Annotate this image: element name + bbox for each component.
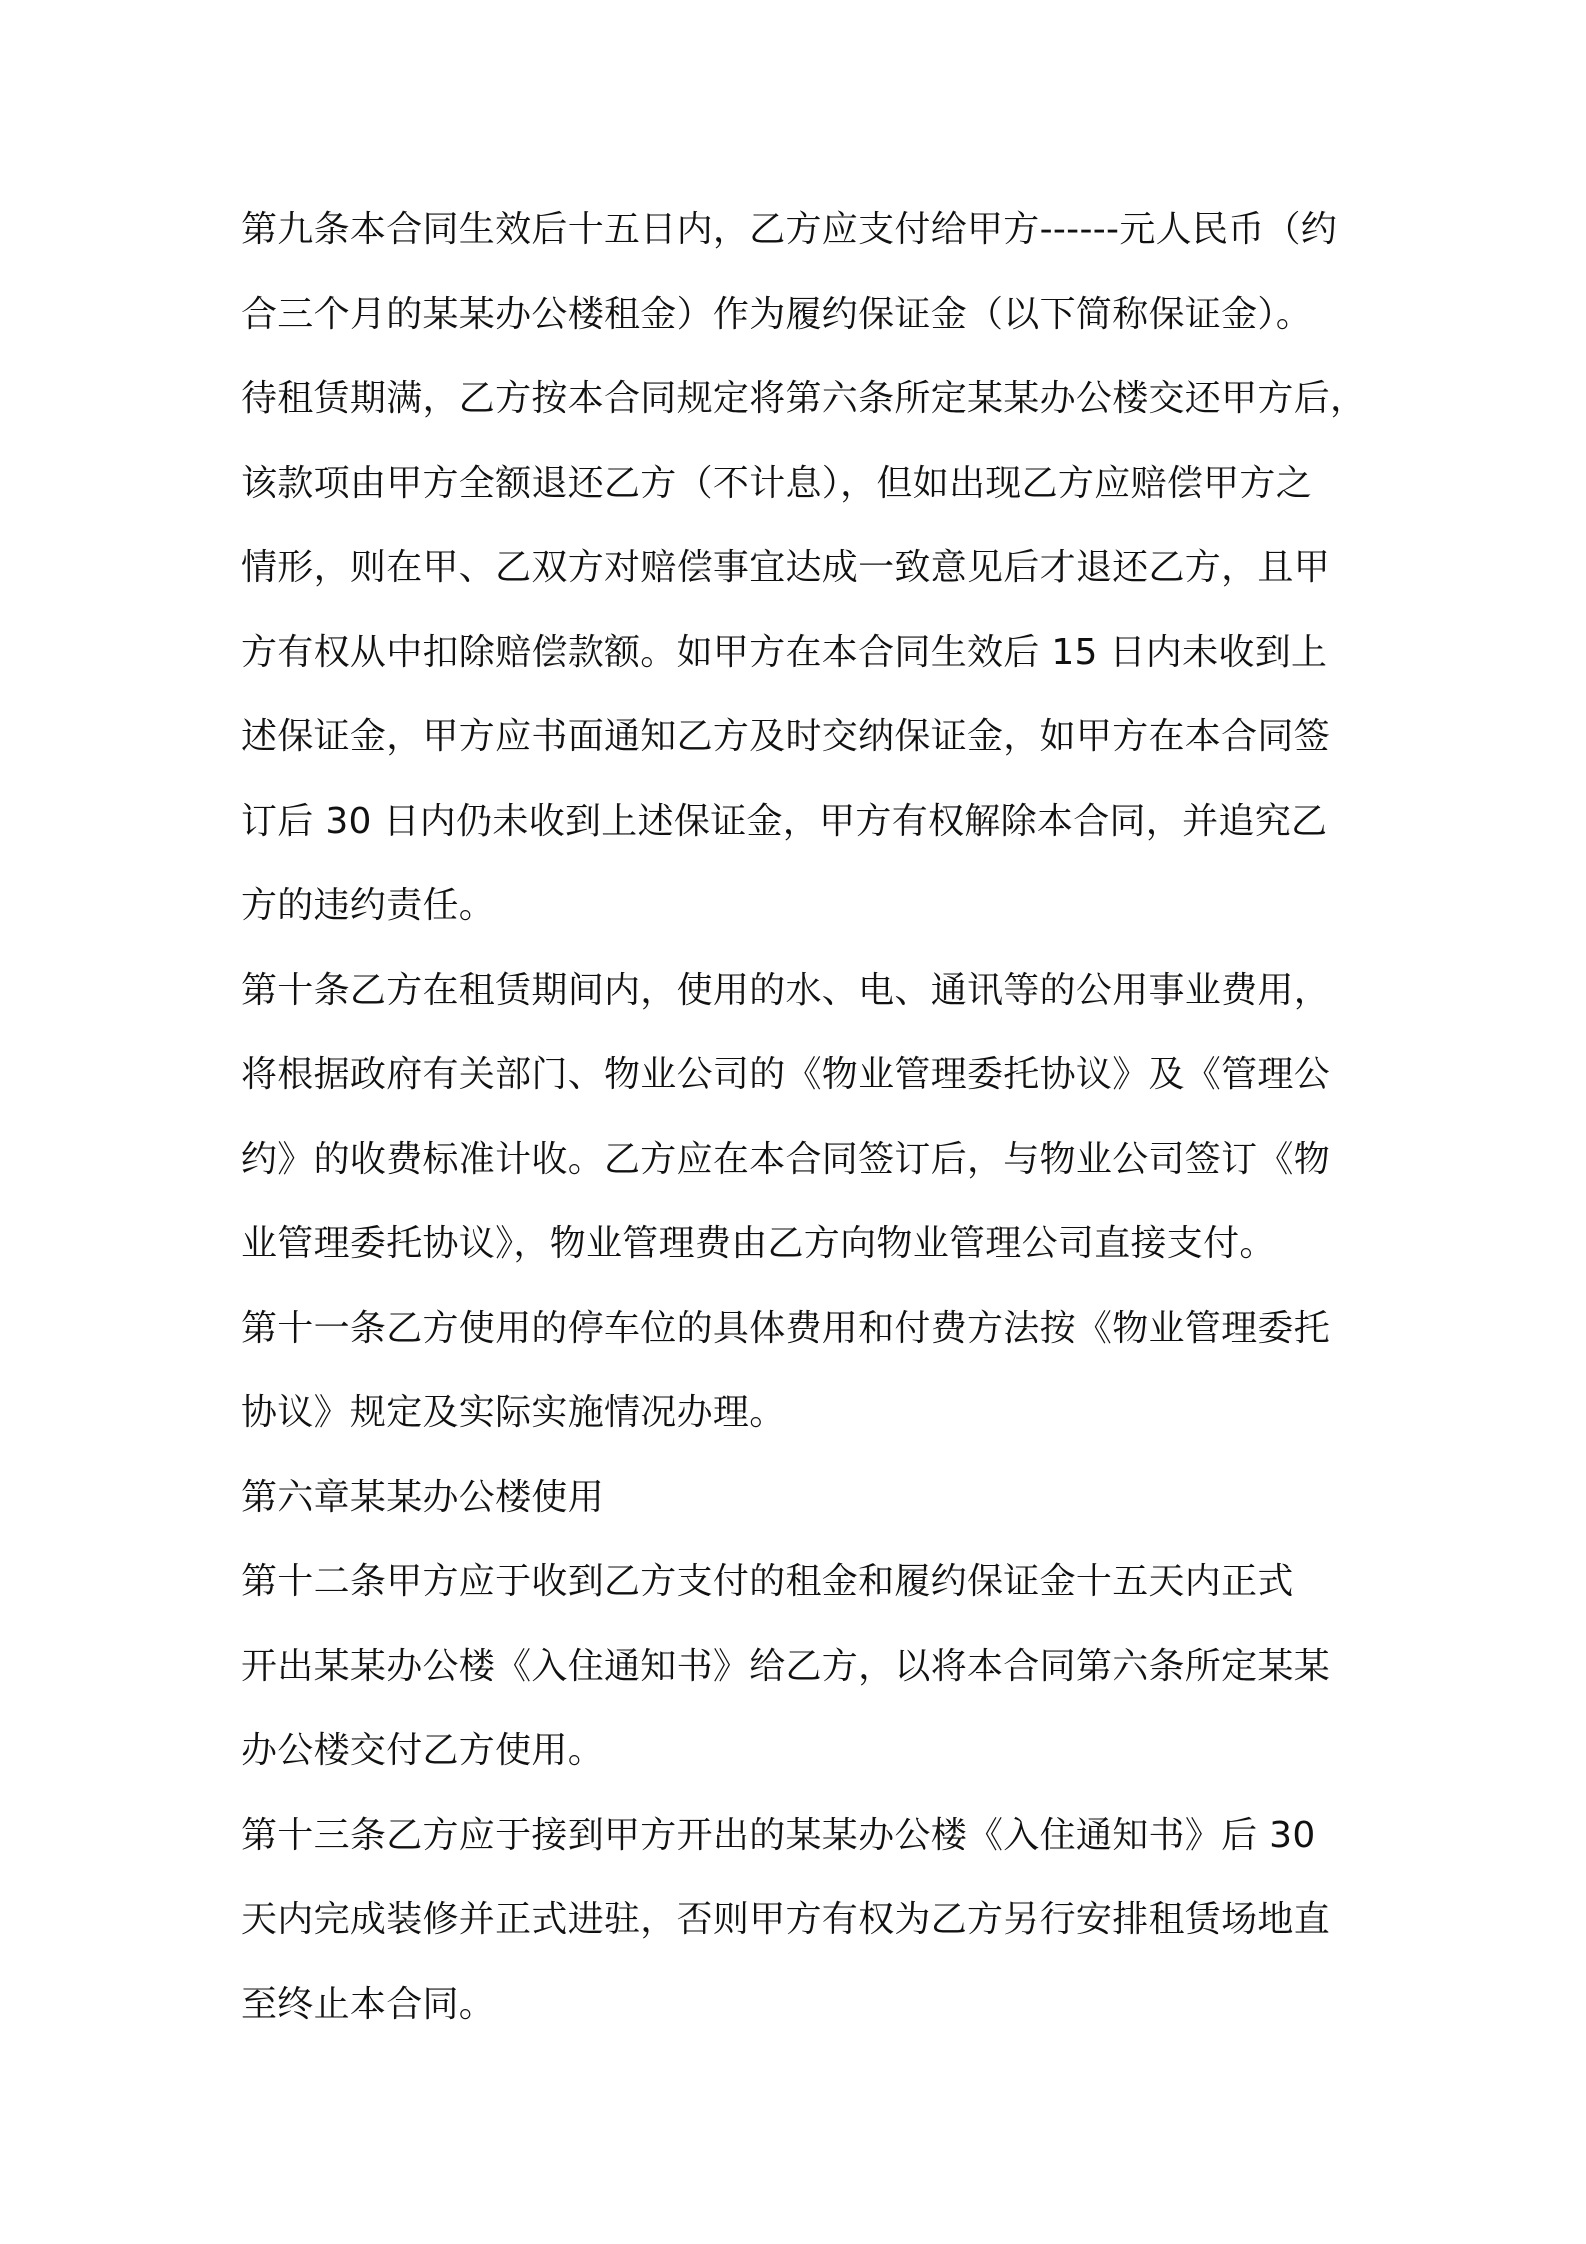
text-line: 将根据政府有关部门、物业公司的《物业管理委托协议》及《管理公 [241,1054,1331,1095]
text-line: 至终止本合同。 [241,1983,496,2025]
text-line: 订后 30 日内仍未收到上述保证金，甲方有权解除本合同，并追究乙 [241,800,1328,842]
text-line: 方有权从中扣除赔偿款额。如甲方在本合同生效后 15 日内未收到上 [241,631,1328,673]
text-line: 第十条乙方在租赁期间内，使用的水、电、通讯等的公用事业费用， [241,969,1331,1011]
text-line: 情形，则在甲、乙双方对赔偿事宜达成一致意见后才退还乙方，且甲 [241,547,1331,588]
text-line: 天内完成装修并正式进驻，否则甲方有权为乙方另行安排租赁场地直 [241,1899,1331,1940]
text-line: 第十二条甲方应于收到乙方支付的租金和履约保证金十五天内正式 [241,1561,1294,1602]
text-line: 该款项由甲方全额退还乙方（不计息），但如出现乙方应赔偿甲方之 [241,462,1313,504]
text-line: 办公楼交付乙方使用。 [241,1730,605,1771]
text-line: 第九条本合同生效后十五日内，乙方应支付给甲方------元人民币（约 [241,209,1338,250]
text-line: 述保证金，甲方应书面通知乙方及时交纳保证金，如甲方在本合同签 [241,716,1331,757]
text-line: 合三个月的某某办公楼租金）作为履约保证金（以下简称保证金）。 [241,293,1313,335]
text-line: 协议》规定及实际实施情况办理。 [241,1392,786,1433]
text-line: 第十三条乙方应于接到甲方开出的某某办公楼《入住通知书》后 30 [241,1814,1316,1856]
chapter-heading: 第六章某某办公楼使用 [241,1476,605,1518]
document-body [241,198,1371,2057]
text-line: 开出某某办公楼《入住通知书》给乙方，以将本合同第六条所定某某 [241,1645,1331,1687]
text-line: 待租赁期满，乙方按本合同规定将第六条所定某某办公楼交还甲方后， [241,378,1367,419]
text-line: 业管理委托协议》，物业管理费由乙方向物业管理公司直接支付。 [241,1223,1276,1264]
text-line: 约》的收费标准计收。乙方应在本合同签订后，与物业公司签订《物 [241,1138,1331,1180]
text-line: 方的违约责任。 [241,885,496,926]
text-line: 第十一条乙方使用的停车位的具体费用和付费方法按《物业管理委托 [241,1307,1331,1349]
